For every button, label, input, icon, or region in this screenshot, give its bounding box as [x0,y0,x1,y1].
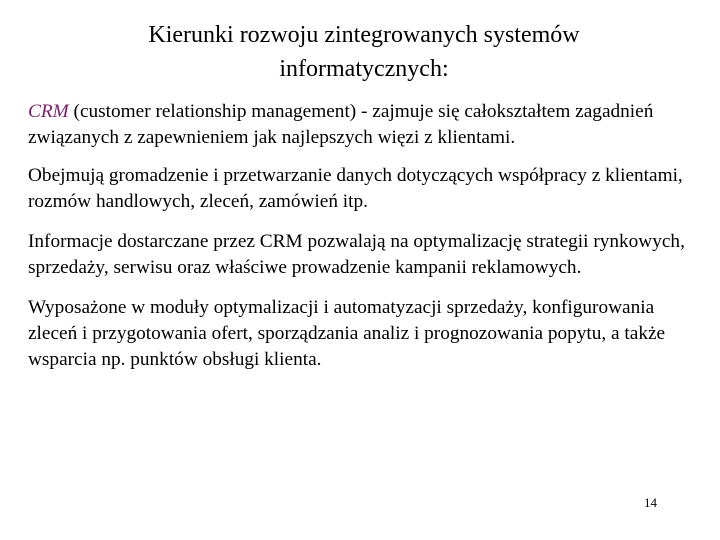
paragraph-scope: Obejmują gromadzenie i przetwarzanie danych dotyczących współpracy z klientami, rozmów handlowych, zleceń, zamówień itp. [28,165,683,212]
crm-definition-text: (customer relationship management) - zajmuje się całokształtem zagadnień związanych z zapewnieniem jak najlepszych więzi z klientami. [28,101,654,148]
page-number: 14 [644,495,657,510]
paragraph-crm-definition [28,99,702,151]
slide-title-line-2: informatycznych: [279,56,449,82]
slide-title-line-1: Kierunki rozwoju zintegrowanych systemów [148,22,580,48]
slide-body [28,99,702,387]
paragraph-modules: Wyposażone w moduły optymalizacji i automatyzacji sprzedaży, konfigurowania zleceń i przygotowania ofert, sporządzania analiz i prognozowania popytu, a także wsparcia np. punktów obsługi klienta. [28,297,666,370]
slide-title [0,18,720,86]
paragraph-benefits: Informacje dostarczane przez CRM pozwalają na optymalizację strategii rynkowych, sprzedaży, serwisu oraz właściwe prowadzenie kampanii reklamowych. [28,231,685,278]
crm-term: CRM [28,101,69,122]
